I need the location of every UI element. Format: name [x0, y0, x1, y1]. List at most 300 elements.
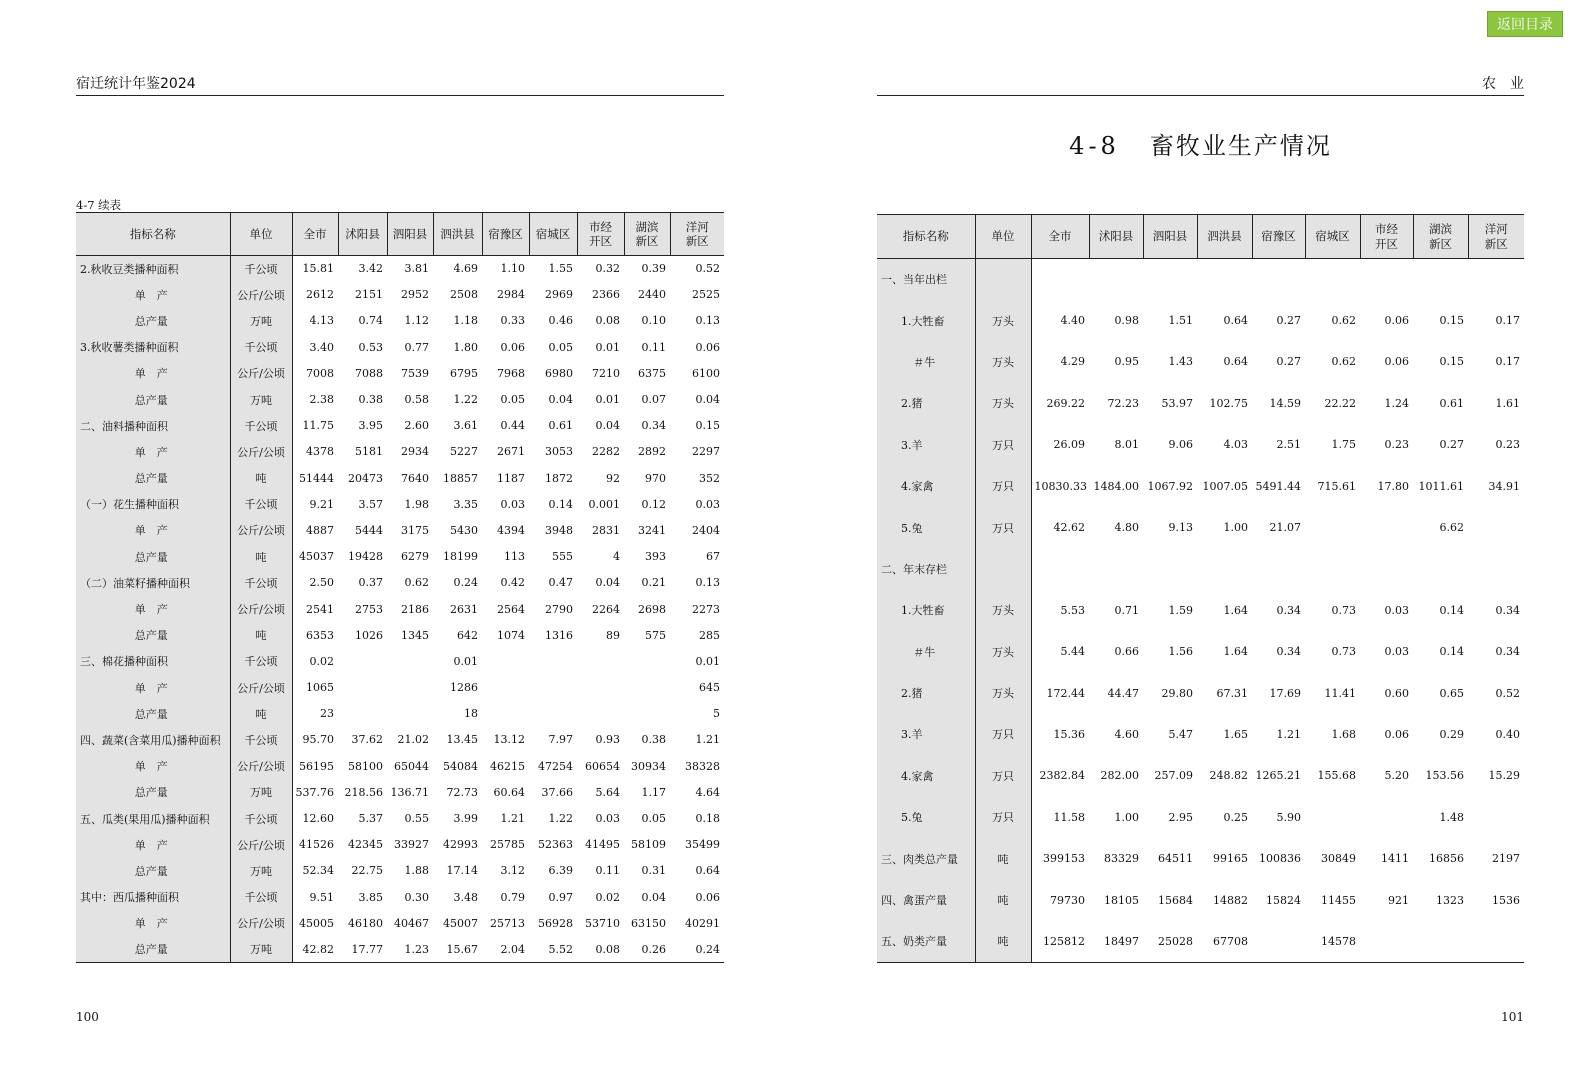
table-cell: 11.75 [292, 413, 338, 439]
table-cell: 46180 [348, 916, 383, 930]
table-header-row [877, 215, 1524, 259]
table-cell: 1345 [401, 628, 429, 642]
row-label: 总产量 [76, 308, 230, 334]
row-unit: 吨 [230, 544, 292, 570]
table-cell [1031, 259, 1089, 300]
table-cell: 100836 [1259, 852, 1301, 866]
table-cell: 58109 [631, 838, 666, 852]
table-cell: 5.37 [358, 812, 383, 826]
table-row [76, 622, 724, 648]
table-cell: 0.04 [595, 419, 620, 433]
right-data-table [877, 214, 1524, 963]
table-row [877, 631, 1524, 672]
column-header: 单位 [230, 213, 292, 256]
table-cell: 29.80 [1161, 686, 1193, 700]
table-cell: 25713 [490, 916, 525, 930]
table-cell: 2.50 [292, 570, 338, 596]
table-cell: 15824 [1266, 893, 1301, 907]
table-cell: 4394 [497, 523, 525, 537]
table-cell: 22.22 [1324, 396, 1356, 410]
table-cell: 37.66 [541, 785, 573, 799]
table-cell: 7008 [292, 360, 338, 386]
table-row [877, 755, 1524, 796]
table-cell: 0.33 [500, 314, 525, 328]
table-cell [1143, 548, 1197, 589]
table-cell: 0.73 [1331, 645, 1356, 659]
table-cell: 1.88 [404, 864, 429, 878]
table-row [76, 701, 724, 727]
table-row [877, 838, 1524, 879]
table-cell: 0.71 [1114, 603, 1139, 617]
column-header: 宿豫区 [1252, 215, 1305, 259]
row-unit: 吨 [230, 622, 292, 648]
column-header: 洋河 新区 [1468, 215, 1524, 259]
table-cell [482, 701, 529, 727]
table-cell [1360, 921, 1413, 962]
table-cell: 2440 [638, 288, 666, 302]
table-cell [1252, 921, 1305, 962]
table-cell [1468, 507, 1524, 548]
table-cell: 4887 [292, 517, 338, 543]
table-cell: 64511 [1158, 852, 1193, 866]
table-cell: 352 [699, 471, 720, 485]
table-cell: 38328 [685, 759, 720, 773]
table-cell: 218.56 [344, 785, 383, 799]
table-cell: 0.23 [1495, 438, 1520, 452]
table-row [877, 714, 1524, 755]
table-cell: 2984 [497, 288, 525, 302]
table-cell: 1.43 [1168, 355, 1193, 369]
page-number-right: 101 [1501, 1010, 1524, 1024]
table-cell [1360, 259, 1413, 300]
back-to-contents-button[interactable]: 返回目录 [1487, 11, 1563, 37]
table-cell: 67708 [1213, 934, 1248, 948]
table-cell: 4378 [292, 439, 338, 465]
table-cell: 2282 [592, 445, 620, 459]
table-cell: 0.01 [695, 654, 720, 668]
table-cell: 7088 [355, 366, 383, 380]
table-row [76, 910, 724, 936]
table-cell: 7968 [497, 366, 525, 380]
table-row [76, 308, 724, 334]
table-cell: 0.06 [1384, 727, 1409, 741]
table-cell [1468, 259, 1524, 300]
table-row [877, 548, 1524, 589]
row-unit: 万吨 [230, 858, 292, 884]
table-cell [482, 648, 529, 674]
table-cell: 0.39 [641, 262, 666, 276]
row-unit: 万只 [975, 465, 1031, 506]
table-cell: 2186 [401, 602, 429, 616]
table-row [877, 341, 1524, 382]
table-cell: 2541 [292, 596, 338, 622]
table-row [877, 300, 1524, 341]
table-cell: 18497 [1104, 934, 1139, 948]
table-cell: 2564 [497, 602, 525, 616]
table-cell: 3.35 [453, 497, 478, 511]
table-cell [1143, 259, 1197, 300]
table-cell: 0.02 [595, 890, 620, 904]
table-cell: 172.44 [1031, 672, 1089, 713]
table-cell: 6980 [545, 366, 573, 380]
column-header: 湖滨 新区 [624, 213, 670, 256]
table-cell: 1.68 [1331, 727, 1356, 741]
table-header-row [76, 213, 724, 256]
row-unit: 千公顷 [230, 334, 292, 360]
section-title [877, 126, 1524, 161]
column-header: 宿城区 [1305, 215, 1360, 259]
table-cell: 3.42 [358, 262, 383, 276]
row-label: 单 产 [76, 753, 230, 779]
row-unit: 千公顷 [230, 570, 292, 596]
table-cell: 1.51 [1168, 314, 1193, 328]
table-cell: 5.53 [1031, 590, 1089, 631]
table-cell: 1.64 [1223, 645, 1248, 659]
table-cell: 21.02 [397, 733, 429, 747]
table-cell: 0.29 [1439, 727, 1464, 741]
table-cell: 0.47 [548, 576, 573, 590]
table-cell: 1065 [292, 675, 338, 701]
table-cell: 83329 [1104, 852, 1139, 866]
table-row [877, 383, 1524, 424]
table-cell: 2753 [355, 602, 383, 616]
table-row [76, 936, 724, 962]
table-cell: 0.66 [1114, 645, 1139, 659]
column-header: 全市 [1031, 215, 1089, 259]
table-cell: 0.74 [358, 314, 383, 328]
row-unit: 万头 [975, 672, 1031, 713]
table-cell: 0.37 [358, 576, 383, 590]
row-label: 4.家禽 [877, 755, 975, 796]
table-cell: 79730 [1031, 879, 1089, 920]
row-unit: 吨 [230, 465, 292, 491]
table-cell: 1.55 [548, 262, 573, 276]
table-cell: 44.47 [1107, 686, 1139, 700]
table-row [877, 672, 1524, 713]
table-cell [624, 648, 670, 674]
row-label: ＃牛 [877, 631, 975, 672]
table-cell: 40291 [685, 916, 720, 930]
table-cell: 285 [699, 628, 720, 642]
table-cell: 92 [606, 471, 620, 485]
table-cell: 2671 [497, 445, 525, 459]
table-row [76, 282, 724, 308]
row-label: 2.猪 [877, 383, 975, 424]
table-cell: 0.98 [1114, 314, 1139, 328]
table-cell: 9.06 [1168, 438, 1193, 452]
table-cell: 0.03 [1384, 645, 1409, 659]
table-cell: 6375 [638, 366, 666, 380]
table-cell: 41526 [292, 832, 338, 858]
table-cell: 645 [699, 681, 720, 695]
table-cell: 0.52 [695, 262, 720, 276]
row-label: 一、当年出栏 [877, 259, 975, 300]
table-cell: 282.00 [1100, 769, 1139, 783]
table-cell: 2.38 [292, 386, 338, 412]
table-cell [1305, 507, 1360, 548]
row-unit: 万只 [975, 424, 1031, 465]
table-row [76, 648, 724, 674]
table-cell: 18857 [443, 471, 478, 485]
table-cell: 3.81 [404, 262, 429, 276]
table-cell: 1.21 [500, 812, 525, 826]
table-cell [338, 675, 387, 701]
table-cell: 6.39 [548, 864, 573, 878]
table-cell: 5.20 [1384, 769, 1409, 783]
row-label: 单 产 [76, 439, 230, 465]
table-cell [624, 675, 670, 701]
table-row [877, 797, 1524, 838]
row-label: 总产量 [76, 465, 230, 491]
table-cell: 0.17 [1495, 314, 1520, 328]
table-cell: 2831 [592, 523, 620, 537]
table-cell: 3948 [545, 523, 573, 537]
table-cell: 4 [613, 550, 620, 564]
row-label: 1.大牲畜 [877, 300, 975, 341]
row-label: 单 产 [76, 360, 230, 386]
row-unit: 吨 [975, 838, 1031, 879]
row-unit: 公斤/公顷 [230, 910, 292, 936]
row-unit: 万吨 [230, 779, 292, 805]
table-cell: 1187 [497, 471, 525, 485]
table-cell: 2366 [592, 288, 620, 302]
table-cell: 17.14 [446, 864, 478, 878]
table-cell: 393 [645, 550, 666, 564]
table-cell: 1.61 [1495, 396, 1520, 410]
table-cell: 1.59 [1168, 603, 1193, 617]
row-unit: 千公顷 [230, 413, 292, 439]
table-cell: 0.26 [641, 942, 666, 956]
table-cell: 4.60 [1114, 727, 1139, 741]
table-cell: 0.34 [1276, 645, 1301, 659]
table-cell [1089, 259, 1143, 300]
table-cell: 4.03 [1223, 438, 1248, 452]
table-cell: 45007 [443, 916, 478, 930]
table-cell: 22.75 [351, 864, 383, 878]
row-unit: 公斤/公顷 [230, 832, 292, 858]
table-cell: 12.60 [292, 805, 338, 831]
table-cell: 0.04 [695, 393, 720, 407]
table-cell [1252, 259, 1305, 300]
row-unit: 万吨 [230, 386, 292, 412]
table-cell: 58100 [348, 759, 383, 773]
table-cell: 5444 [355, 523, 383, 537]
row-label: 2.秋收豆类播种面积 [76, 256, 230, 282]
table-cell: 0.62 [404, 576, 429, 590]
table-cell [1305, 548, 1360, 589]
table-cell: 35499 [685, 838, 720, 852]
table-cell: 1.10 [500, 262, 525, 276]
table-cell: 136.71 [390, 785, 429, 799]
row-unit: 公斤/公顷 [230, 439, 292, 465]
table-cell: 1.75 [1331, 438, 1356, 452]
table-cell: 1265.21 [1255, 769, 1301, 783]
table-cell [624, 701, 670, 727]
table-cell: 25028 [1158, 934, 1193, 948]
table-cell: 1.23 [404, 942, 429, 956]
table-row [877, 921, 1524, 962]
table-cell: 3175 [401, 523, 429, 537]
row-label: 四、蔬菜(含菜用瓜)播种面积 [76, 727, 230, 753]
table-cell: 0.13 [695, 314, 720, 328]
table-cell [1197, 259, 1252, 300]
table-cell: 0.14 [548, 497, 573, 511]
table-row [76, 884, 724, 910]
column-header: 泗阳县 [387, 213, 433, 256]
table-cell: 0.04 [641, 890, 666, 904]
table-cell: 10830.33 [1031, 465, 1089, 506]
table-cell: 53.97 [1161, 396, 1193, 410]
table-cell: 42.62 [1031, 507, 1089, 548]
table-cell: 5.44 [1031, 631, 1089, 672]
table-cell: 18 [464, 707, 478, 721]
row-label: 三、棉花播种面积 [76, 648, 230, 674]
table-cell: 3.99 [453, 812, 478, 826]
table-cell: 2525 [692, 288, 720, 302]
row-label: 2.猪 [877, 672, 975, 713]
column-header: 指标名称 [76, 213, 230, 256]
table-cell: 0.58 [404, 393, 429, 407]
table-cell: 3.57 [358, 497, 383, 511]
table-cell: 14.59 [1269, 396, 1301, 410]
table-cell [529, 701, 577, 727]
row-label: 总产量 [76, 779, 230, 805]
table-cell: 1.56 [1168, 645, 1193, 659]
section-title-text: 畜牧业生产情况 [1149, 132, 1332, 160]
table-cell: 4.69 [453, 262, 478, 276]
row-label: 1.大牲畜 [877, 590, 975, 631]
left-page-header: 宿迁统计年鉴2024 [76, 75, 724, 96]
table-cell: 0.64 [1223, 355, 1248, 369]
table-cell: 30934 [631, 759, 666, 773]
table-cell: 1286 [450, 681, 478, 695]
table-cell: 0.03 [595, 812, 620, 826]
table-cell: 9.13 [1168, 521, 1193, 535]
row-unit [975, 548, 1031, 589]
table-cell [1360, 797, 1413, 838]
table-cell: 0.60 [1384, 686, 1409, 700]
table-cell: 1.00 [1114, 810, 1139, 824]
row-unit: 吨 [975, 879, 1031, 920]
row-unit: 吨 [975, 921, 1031, 962]
table-cell: 2892 [638, 445, 666, 459]
table-cell [1413, 259, 1468, 300]
table-cell [1413, 921, 1468, 962]
table-cell: 2382.84 [1031, 755, 1089, 796]
table-cell: 5 [713, 707, 720, 721]
table-cell: 5491.44 [1255, 479, 1301, 493]
table-cell: 0.03 [1384, 603, 1409, 617]
row-unit: 公斤/公顷 [230, 282, 292, 308]
section-number: 4-8 [1069, 132, 1120, 160]
row-label: （一）花生播种面积 [76, 491, 230, 517]
table-cell: 0.01 [595, 393, 620, 407]
row-label: 单 产 [76, 675, 230, 701]
table-row [76, 465, 724, 491]
table-cell: 0.32 [595, 262, 620, 276]
table-cell: 1026 [355, 628, 383, 642]
table-cell: 2698 [638, 602, 666, 616]
table-caption: 4-7 续表 [76, 198, 122, 212]
table-cell: 0.08 [595, 314, 620, 328]
table-cell: 18199 [443, 550, 478, 564]
table-cell: 2.60 [404, 419, 429, 433]
row-label: 其中：西瓜播种面积 [76, 884, 230, 910]
table-cell [1252, 548, 1305, 589]
row-unit: 万只 [975, 755, 1031, 796]
table-cell: 1.65 [1223, 727, 1248, 741]
table-cell: 1.21 [695, 733, 720, 747]
row-label: 五、瓜类(果用瓜)播种面积 [76, 805, 230, 831]
table-cell: 14578 [1321, 934, 1356, 948]
column-header: 湖滨 新区 [1413, 215, 1468, 259]
table-cell: 125812 [1031, 921, 1089, 962]
table-cell: 2264 [592, 602, 620, 616]
table-cell: 95.70 [292, 727, 338, 753]
table-cell: 0.62 [1331, 314, 1356, 328]
table-cell: 3.95 [358, 419, 383, 433]
table-row [877, 424, 1524, 465]
table-cell: 51444 [292, 465, 338, 491]
row-label: 总产量 [76, 622, 230, 648]
table-cell: 20473 [348, 471, 383, 485]
table-cell: 0.52 [1495, 686, 1520, 700]
row-unit: 千公顷 [230, 491, 292, 517]
table-cell: 0.05 [548, 340, 573, 354]
row-label: 总产量 [76, 858, 230, 884]
table-cell: 63150 [631, 916, 666, 930]
table-cell: 0.61 [548, 419, 573, 433]
row-unit: 吨 [230, 701, 292, 727]
table-row [877, 879, 1524, 920]
table-cell: 102.75 [1209, 396, 1248, 410]
table-cell: 715.61 [1317, 479, 1356, 493]
row-label: ＃牛 [877, 341, 975, 382]
row-label: 单 产 [76, 910, 230, 936]
column-header: 全市 [292, 213, 338, 256]
table-cell: 19428 [348, 550, 383, 564]
table-cell: 0.08 [595, 942, 620, 956]
column-header: 单位 [975, 215, 1031, 259]
table-cell: 5.90 [1276, 810, 1301, 824]
table-cell: 1.00 [1223, 521, 1248, 535]
table-cell: 3.48 [453, 890, 478, 904]
table-cell: 15.29 [1488, 769, 1520, 783]
table-cell: 537.76 [292, 779, 338, 805]
row-label: 三、肉类总产量 [877, 838, 975, 879]
row-label: 五、奶类产量 [877, 921, 975, 962]
table-cell: 0.06 [695, 890, 720, 904]
row-label: 二、油料播种面积 [76, 413, 230, 439]
table-cell: 0.27 [1276, 355, 1301, 369]
table-cell: 5227 [450, 445, 478, 459]
table-cell: 6100 [692, 366, 720, 380]
table-cell: 0.03 [500, 497, 525, 511]
table-cell: 0.24 [453, 576, 478, 590]
table-cell: 0.15 [1439, 314, 1464, 328]
table-row [76, 439, 724, 465]
table-cell: 1.21 [1276, 727, 1301, 741]
table-cell: 9.51 [292, 884, 338, 910]
table-cell [338, 701, 387, 727]
table-cell: 0.001 [588, 497, 620, 511]
table-cell: 11.58 [1031, 797, 1089, 838]
left-data-table [76, 212, 724, 963]
table-row [76, 386, 724, 412]
row-unit: 千公顷 [230, 884, 292, 910]
table-cell: 67 [706, 550, 720, 564]
table-row [76, 517, 724, 543]
